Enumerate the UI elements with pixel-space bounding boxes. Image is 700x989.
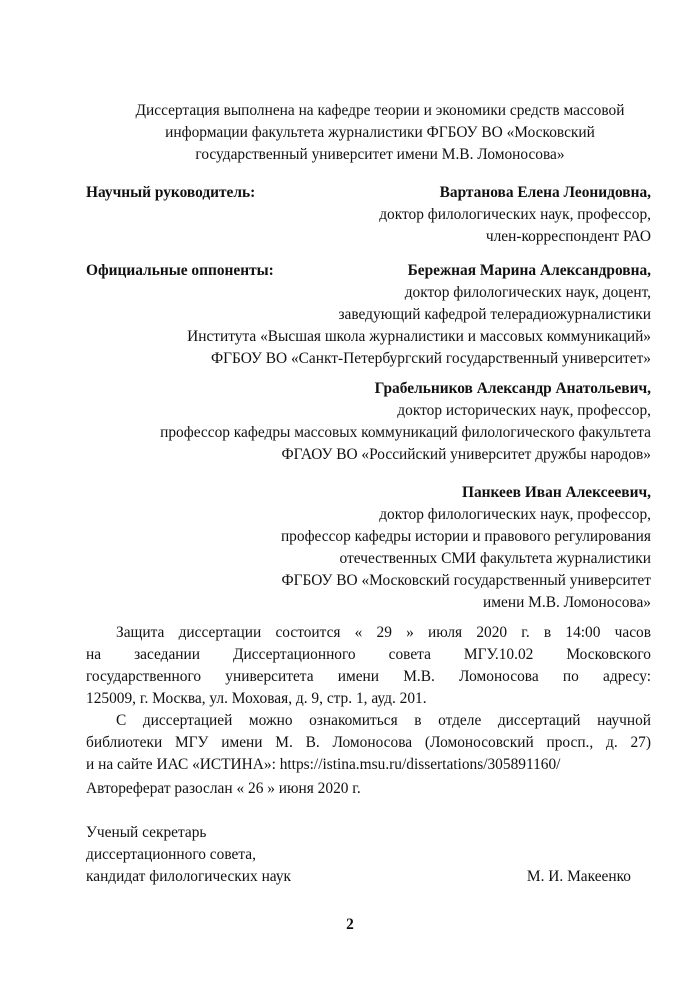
defense-line: Защита диссертации состоится « 29 » июля 2020 г. в 14:00 часов xyxy=(116,624,651,641)
abstract-sent-line: Автореферат разослан « 26 » июня 2020 г. xyxy=(86,780,361,797)
opponent-detail: ФГАОУ ВО «Российский университет дружбы народов» xyxy=(281,446,651,463)
library-line: библиотеки МГУ имени М. В. Ломоносова (Ломоносовский просп., д. 27) xyxy=(86,734,651,751)
intro-line: Диссертация выполнена на кафедре теории и экономики средств массовой xyxy=(135,102,625,119)
opponent-detail: доктор исторических наук, профессор, xyxy=(397,402,651,419)
opponent-2 xyxy=(86,378,651,466)
secretary-line: диссертационного совета, xyxy=(86,846,256,863)
intro-line: государственный университет имени М.В. Ломоносова» xyxy=(195,146,565,163)
opponent-detail: ФГБОУ ВО «Московский государственный университет xyxy=(281,572,651,589)
secretary-line: Ученый секретарь xyxy=(86,824,207,841)
opponent-3 xyxy=(86,482,651,614)
opponent-detail: заведующий кафедрой телерадиожурналистики xyxy=(338,306,651,323)
opponent-detail: имени М.В. Ломоносова» xyxy=(483,594,651,611)
defense-line: 125009, г. Москва, ул. Моховая, д. 9, стр. 1, ауд. 201. xyxy=(86,690,427,707)
opponent-detail: ФГБОУ ВО «Санкт-Петербургский государственный университет» xyxy=(210,350,651,367)
supervisor-name: Вартанова Елена Леонидовна, xyxy=(439,184,651,201)
library-line: и на сайте ИАС «ИСТИНА»: https://istina.msu.ru/dissertations/305891160/ xyxy=(86,756,561,773)
supervisor-detail: доктор филологических наук, профессор, xyxy=(379,206,651,223)
intro-paragraph xyxy=(70,100,690,166)
opponent-detail: профессор кафедры массовых коммуникаций филологического факультета xyxy=(160,424,651,441)
opponent-1 xyxy=(86,260,651,370)
supervisor-section xyxy=(86,182,651,248)
opponents-label: Официальные оппоненты: xyxy=(86,262,274,279)
page-number: 2 xyxy=(346,916,354,933)
intro-line: информации факультета журналистики ФГБОУ ВО «Московский xyxy=(165,124,595,141)
defense-paragraph xyxy=(86,622,651,776)
opponent-detail: отечественных СМИ факультета журналистики xyxy=(339,550,651,567)
opponent-name: Грабельников Александр Анатольевич, xyxy=(374,380,651,397)
opponent-name: Панкеев Иван Алексеевич, xyxy=(462,484,651,501)
opponent-detail: доктор филологических наук, доцент, xyxy=(404,284,651,301)
supervisor-detail: член-корреспондент РАО xyxy=(485,228,651,245)
secretary-name: М. И. Макеенко xyxy=(526,868,631,885)
opponent-detail: доктор филологических наук, профессор, xyxy=(379,506,651,523)
opponent-detail: Института «Высшая школа журналистики и массовых коммуникаций» xyxy=(187,328,651,345)
library-line: С диссертацией можно ознакомиться в отделе диссертаций научной xyxy=(116,712,651,729)
opponent-name: Бережная Марина Александровна, xyxy=(407,262,651,279)
secretary-line: кандидат филологических наук xyxy=(86,868,292,885)
opponent-detail: профессор кафедры истории и правового регулирования xyxy=(280,528,651,545)
secretary-block xyxy=(86,822,631,888)
defense-line: государственного университета имени М.В. Ломоносова по адресу: xyxy=(86,668,651,685)
supervisor-label: Научный руководитель: xyxy=(86,184,256,201)
defense-line: на заседании Диссертационного совета МГУ.10.02 Московского xyxy=(86,646,651,663)
